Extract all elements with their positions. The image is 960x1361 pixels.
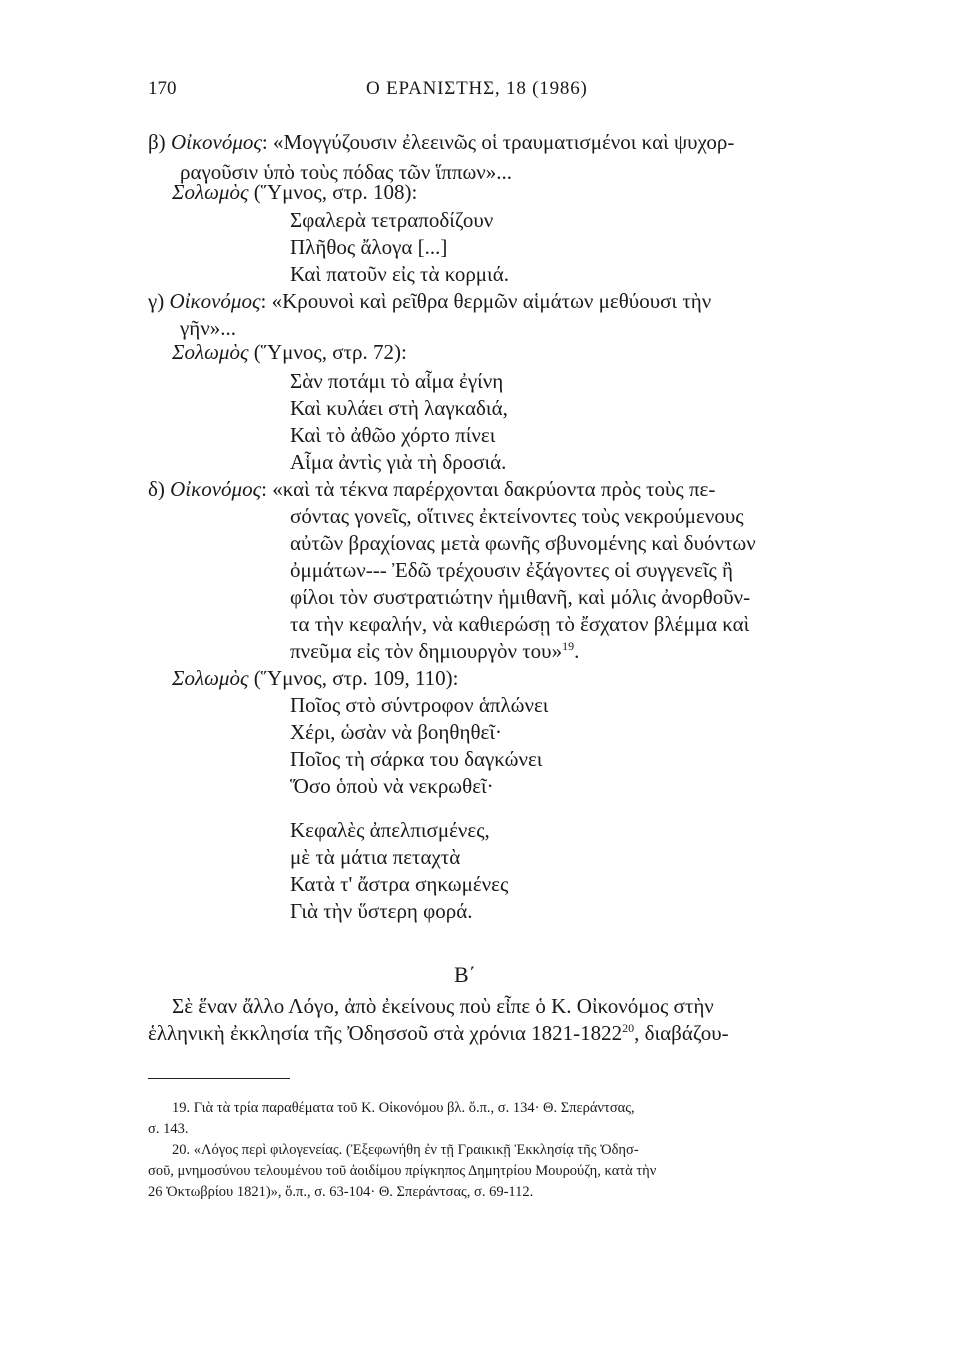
item-d-poet-ref: (Ὕμνος, στρ. 109, 110): <box>248 666 459 690</box>
item-d-poet: Σολωμὸς <box>172 666 249 690</box>
item-b-poet-ref: (Ὕμνος, στρ. 108): <box>248 180 418 204</box>
item-g-poet: Σολωμὸς <box>172 340 249 364</box>
item-b-poet: Σολωμὸς <box>172 180 249 204</box>
item-g-author: Οἰκονόμος <box>169 289 261 313</box>
item-b-label: β) <box>148 130 166 154</box>
section-line-1: Σὲ ἕναν ἄλλο Λόγο, ἀπὸ ἐκείνους ποὺ εἶπε ὁ Κ. Οἰκονόμος στὴν <box>172 994 714 1018</box>
section-heading: Β΄ <box>454 962 476 987</box>
item-d-line-6: τα τὴν κεφαλήν, νὰ καθιερώσῃ τὸ ἔσχατον βλέμμα καὶ <box>290 612 750 636</box>
item-g-verse-2: Καὶ κυλάει στὴ λαγκαδιά, <box>290 396 508 420</box>
item-d-line-2: σόντας γονεῖς, οἵτινες ἐκτείνοντες τοὺς νεκρούμενους <box>290 504 744 528</box>
item-d-verse-4: Ὅσο ὁποὺ νὰ νεκρωθεῖ· <box>290 774 494 798</box>
footnote-20-line-2: σοῦ, μνημοσύνου τελουμένου τοῦ ἀοιδίμου πρίγκηπος Δημητρίου Μουρούζη, κατὰ τὴν <box>148 1163 657 1179</box>
item-b-author: Οἰκονόμος <box>170 130 262 154</box>
item-d-verse-5: Κεφαλὲς ἀπελπισμένες, <box>290 818 490 842</box>
item-d-last-line-end: . <box>574 639 580 663</box>
item-g-line-2: γῆν»... <box>180 316 237 340</box>
page-number: 170 <box>148 78 177 99</box>
item-d-line-3: αὐτῶν βραχίονας μετὰ φωνῆς σβυνομένης καὶ δυόντων <box>290 531 756 555</box>
item-g-quote-start: : «Κρουνοὶ καὶ ρεῖθρα θερμῶν αἱμάτων μεθύουσι τὴν <box>260 289 712 313</box>
item-b-verse-3: Καὶ πατοῦν εἰς τὰ κορμιά. <box>290 262 509 286</box>
item-g-label: γ) <box>148 289 165 313</box>
item-d-line-1 <box>148 475 715 503</box>
item-g-poet-ref: (Ὕμνος, στρ. 72): <box>248 340 407 364</box>
item-g-verse-3: Καὶ τὸ ἀθῶο χόρτο πίνει <box>290 423 496 447</box>
item-g-verse-4: Αἷμα ἀντὶς γιὰ τὴ δροσιά. <box>290 450 507 474</box>
footnote-19-line-1: 19. Γιὰ τὰ τρία παραθέματα τοῦ Κ. Οἰκονόμου βλ. ὅ.π., σ. 134· Θ. Σπεράντσας, <box>172 1100 635 1116</box>
item-d-line-5: φίλοι τὸν συστρατιώτην ἡμιθανῆ, καὶ μόλις ἀνορθοῦν- <box>290 585 751 609</box>
item-d-verse-1: Ποῖος στὸ σύντροφον ἁπλώνει <box>290 693 549 717</box>
item-b-poet-line <box>172 178 417 206</box>
item-b-line-2: ραγοῦσιν ὑπὸ τοὺς πόδας τῶν ἵππων»... <box>180 160 513 184</box>
item-d-verse-8: Γιὰ τὴν ὕστερη φορά. <box>290 899 473 923</box>
section-line-2b: , διαβάζου- <box>634 1021 729 1045</box>
footnote-19-line-2: σ. 143. <box>148 1121 189 1137</box>
footnote-ref-20: 20 <box>622 1021 635 1035</box>
item-d-last-line: πνεῦμα εἰς τὸν δημιουργὸν του» <box>290 639 563 663</box>
item-d-verse-7: Κατὰ τ' ἄστρα σηκωμένες <box>290 872 509 896</box>
section-line-2 <box>148 1019 729 1047</box>
item-b-line-1 <box>148 128 734 156</box>
item-d-label: δ) <box>148 477 165 501</box>
item-b-quote-start: : «Μογγύζουσιν ἐλεεινῶς οἱ τραυματισμένοι καὶ ψυχορ- <box>261 130 735 154</box>
item-d-poet-line <box>172 664 459 692</box>
item-b-verse-2: Πλῆθος ἄλογα [...] <box>290 235 448 259</box>
footnote-rule <box>148 1078 290 1079</box>
item-d-quote-start: : «καὶ τὰ τέκνα παρέρχονται δακρύοντα πρὸς τοὺς πε- <box>261 477 716 501</box>
page-header <box>148 78 808 104</box>
footnote-20-line-1: 20. «Λόγος περὶ φιλογενείας. (Ἐξεφωνήθη ἐν τῇ Γραικικῇ Ἐκκλησίᾳ τῆς Ὀδησ- <box>172 1142 639 1158</box>
running-title: Ο ΕΡΑΝΙΣΤΗΣ, 18 (1986) <box>366 78 588 99</box>
footnote-ref-19: 19 <box>562 639 575 653</box>
item-g-poet-line <box>172 338 407 366</box>
footnote-20-line-3: 26 Ὀκτωβρίου 1821)», ὅ.π., σ. 63-104· Θ. Σπεράντσας, σ. 69-112. <box>148 1184 534 1200</box>
section-line-2a: ἑλληνικὴ ἐκκλησία τῆς Ὀδησσοῦ στὰ χρόνια 1821-1822 <box>148 1021 623 1045</box>
item-d-line-7 <box>290 637 579 665</box>
item-b-verse-1: Σφαλερὰ τετραποδίζουν <box>290 208 494 232</box>
item-g-line-1 <box>148 287 711 315</box>
item-g-verse-1: Σὰν ποτάμι τὸ αἷμα ἐγίνη <box>290 369 504 393</box>
item-d-verse-2: Χέρι, ὡσὰν νὰ βοηθηθεῖ· <box>290 720 502 744</box>
item-d-verse-3: Ποῖος τὴ σάρκα του δαγκώνει <box>290 747 543 771</box>
item-d-line-4: ὀμμάτων--- Ἐδῶ τρέχουσιν ἐξάγοντες οἱ συγγενεῖς ἢ <box>290 558 734 582</box>
item-d-author: Οἰκονόμος <box>170 477 262 501</box>
item-d-verse-6: μὲ τὰ μάτια πεταχτὰ <box>290 845 461 869</box>
